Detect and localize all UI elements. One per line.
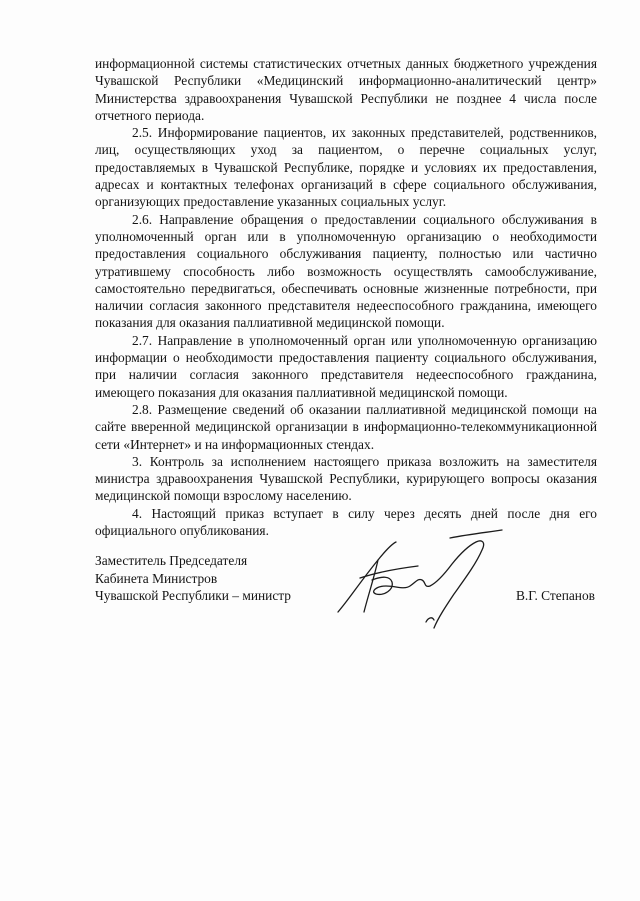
paragraph-2-6: 2.6. Направление обращения о предоставлении социального обслуживания в уполномоченный орган или в уполномоченную организацию о необходимости предоставления социального обслуживания пациенту, полностью или частично утратившему способность либо возможность осуществлять самообслуживание, самостоятельно передвигаться, обеспечивать основные жизненные потребности, при наличии согласия законного представителя недееспособного гражданина, имеющего показания для оказания паллиативной медицинской помощи. [95,211,597,331]
paragraph-4: 4. Настоящий приказ вступает в силу через десять дней после дня его официального опубликования. [95,505,597,539]
handwritten-signature [330,520,505,635]
signatory-name: В.Г. Степанов [515,588,595,603]
document-body [95,55,597,539]
paragraph-3: 3. Контроль за исполнением настоящего приказа возложить на заместителя министра здравоохранения Чувашской Республики, курирующего вопросы оказания медицинской помощи взрослому населению. [95,453,597,504]
paragraph-2-7: 2.7. Направление в уполномоченный орган или уполномоченную организацию информации о необходимости предоставления пациенту социального обслуживания, при наличии согласия законного представителя недееспособного гражданина, имеющего показания для оказания паллиативной медицинской помощи. [95,332,597,400]
paragraph-2-5: 2.5. Информирование пациентов, их законных представителей, родственников, лиц, осуществляющих уход за пациентом, о перечне социальных услуг, предоставляемых в Чувашской Республике, порядке и условиях их предоставления, адресах и контактных телефонах организаций в сфере социального обслуживания, организующих предоставление указанных социальных услуг. [95,125,597,210]
signatory-title [95,552,291,605]
paragraph-2-8: 2.8. Размещение сведений об оказании паллиативной медицинской помощи на сайте вверенной медицинской организации в информационно-телекоммуникационной сети «Интернет» и на информационных стендах. [95,401,597,452]
paragraph-continuation: информационной системы статистических отчетных данных бюджетного учреждения Чувашской Республики «Медицинский информационно-аналитический центр» Министерства здравоохранения Чувашской Республики не позднее 4 числа после отчетного периода. [95,56,597,123]
signatory-title-line-2: Кабинета Министров [95,570,218,586]
signatory-title-line-3: Чувашской Республики – министр [95,588,291,603]
signatory-title-line-1: Заместитель Председателя [95,553,248,568]
